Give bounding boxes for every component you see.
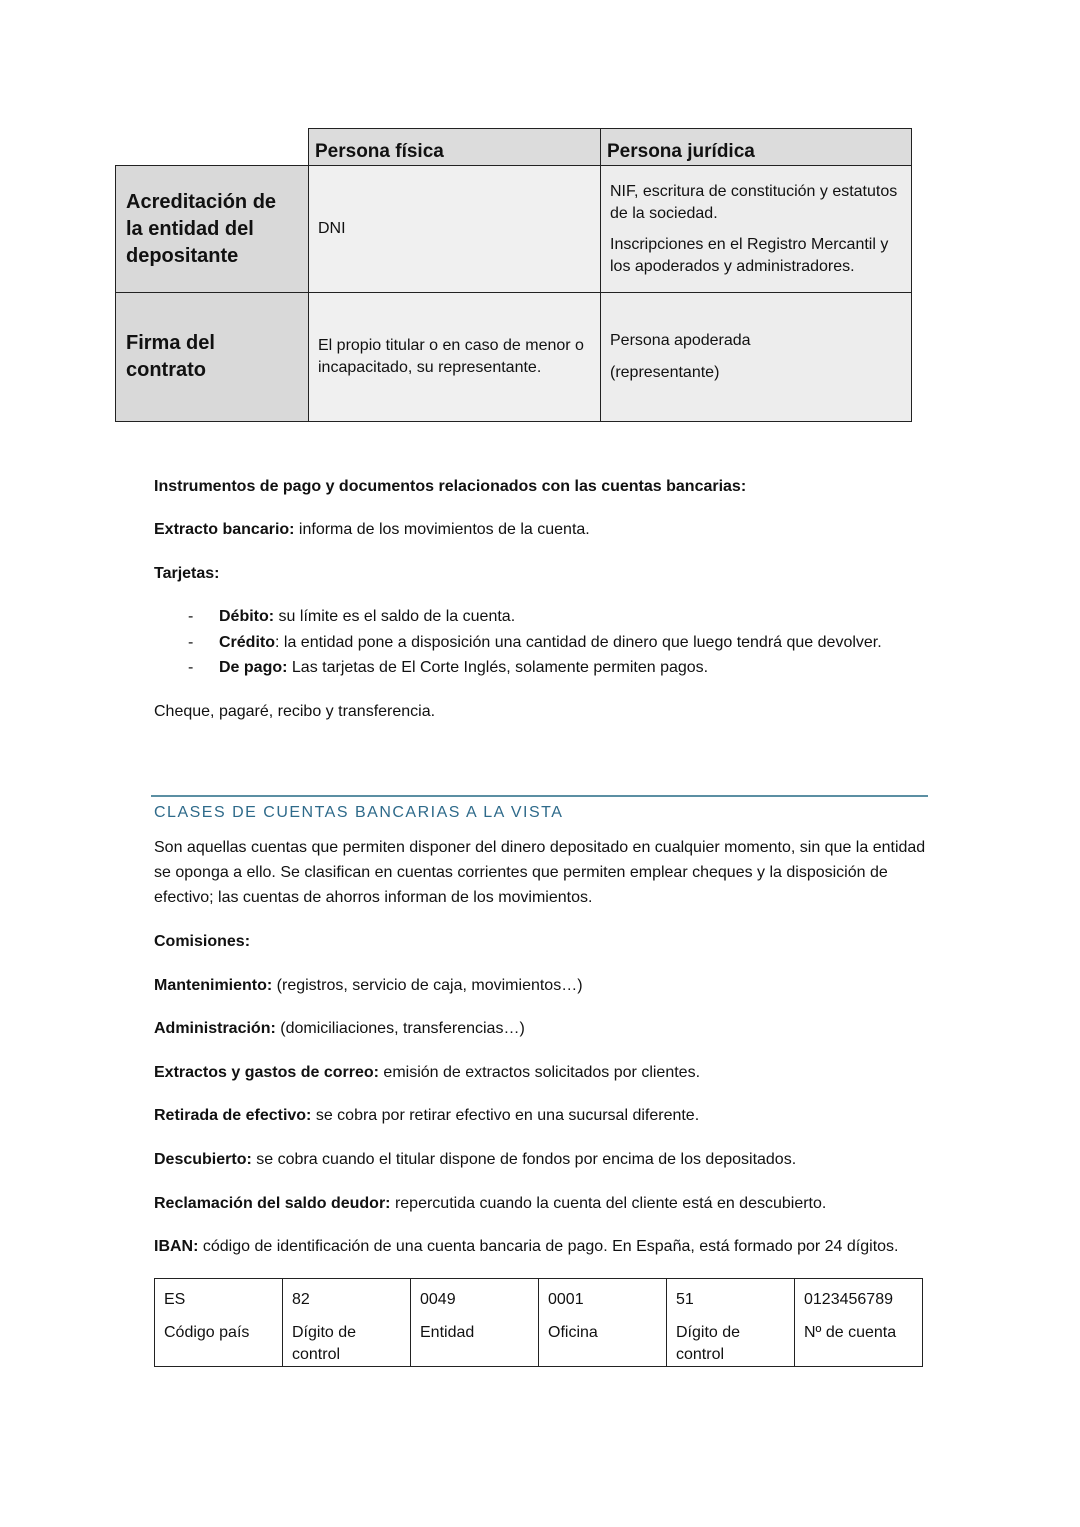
comision-item — [154, 1147, 796, 1172]
term: Descubierto: — [154, 1151, 252, 1168]
table-header-row — [115, 128, 914, 166]
term: Reclamación del saldo deudor: — [154, 1195, 391, 1212]
iban-values-row — [155, 1279, 923, 1312]
iban-value: 0123456789 — [795, 1279, 923, 1312]
row-label: Firma del contrato — [115, 292, 309, 422]
iban-label: Entidad — [411, 1312, 539, 1367]
definition: emisión de extractos solicitados por clientes. — [378, 1064, 701, 1081]
definition: repercutida cuando la cuenta del cliente está en descubierto. — [390, 1195, 827, 1212]
iban-value: 0001 — [539, 1279, 667, 1312]
table-header-empty — [115, 128, 309, 166]
comision-item — [154, 1060, 700, 1085]
iban-value: 82 — [283, 1279, 411, 1312]
cell-fisica: El propio titular o en caso de menor o incapacitado, su representante. — [308, 292, 601, 422]
iban-labels-row — [155, 1312, 923, 1367]
definition: su límite es el saldo de la cuenta. — [274, 608, 516, 625]
iban-label: Código país — [155, 1312, 283, 1367]
term: Retirada de efectivo: — [154, 1107, 312, 1124]
definition: Las tarjetas de El Corte Inglés, solamente permiten pagos. — [287, 659, 709, 676]
term: Extractos y gastos de correo: — [154, 1064, 379, 1081]
header-persona-juridica: Persona jurídica — [600, 128, 912, 166]
section-title: CLASES DE CUENTAS BANCARIAS A LA VISTA — [154, 804, 564, 821]
definition: (registros, servicio de caja, movimientos…) — [272, 977, 583, 994]
table-row — [115, 293, 914, 422]
cell-juridica — [600, 165, 912, 293]
term: Administración: — [154, 1020, 276, 1037]
dash-bullet: - — [188, 608, 194, 625]
header-persona-fisica: Persona física — [308, 128, 601, 166]
term: Mantenimiento: — [154, 977, 273, 994]
term: De pago: — [219, 659, 288, 676]
cell-fisica: DNI — [308, 165, 601, 293]
iban-label: Nº de cuenta — [795, 1312, 923, 1367]
definition: código de identificación de una cuenta bancaria de pago. En España, está formado por 24 dígitos. — [198, 1238, 899, 1255]
comision-item — [154, 1191, 826, 1216]
term: Crédito — [219, 634, 275, 651]
cell-text: Persona apoderada — [610, 332, 751, 349]
iban-value: 51 — [667, 1279, 795, 1312]
section-divider — [151, 795, 928, 797]
cell-text: (representante) — [610, 364, 720, 381]
iban-label: Dígito de control — [283, 1312, 411, 1367]
comision-item — [154, 1103, 699, 1128]
term: IBAN: — [154, 1238, 199, 1255]
row-label: Acreditación de la entidad del depositante — [115, 165, 309, 293]
depositor-comparison-table — [115, 128, 914, 422]
definition: informa de los movimientos de la cuenta. — [294, 521, 590, 538]
section-intro: Son aquellas cuentas que permiten disponer del dinero depositado en cualquier momento, sin que la entidad se oponga a ello. Se clasifican en cuentas corrientes que permiten emplear cheques y la disposición de efectivo; las cuentas de ahorros informan de los movimientos. — [154, 839, 926, 906]
extracto-item — [154, 517, 590, 542]
dash-bullet: - — [188, 659, 194, 676]
comision-item — [154, 1016, 525, 1041]
definition: : la entidad pone a disposición una cantidad de dinero que luego tendrá que devolver. — [275, 634, 882, 651]
cell-juridica — [600, 292, 912, 422]
dash-bullet: - — [188, 634, 194, 651]
iban-value: ES — [155, 1279, 283, 1312]
comision-item — [154, 973, 583, 998]
tarjetas-label: Tarjetas: — [154, 565, 220, 582]
iban-label: Oficina — [539, 1312, 667, 1367]
other-instruments: Cheque, pagaré, recibo y transferencia. — [154, 703, 436, 720]
term: Extracto bancario: — [154, 521, 295, 538]
list-item — [188, 630, 882, 655]
definition: (domiciliaciones, transferencias…) — [275, 1020, 525, 1037]
iban-definition — [154, 1234, 898, 1259]
iban-value: 0049 — [411, 1279, 539, 1312]
cell-text: Inscripciones en el Registro Mercantil y los apoderados y administradores. — [610, 235, 889, 275]
list-item — [188, 604, 515, 629]
instruments-heading: Instrumentos de pago y documentos relacionados con las cuentas bancarias: — [154, 478, 747, 495]
iban-label: Dígito de control — [667, 1312, 795, 1367]
cell-text: NIF, escritura de constitución y estatutos de la sociedad. — [610, 182, 898, 222]
definition: se cobra por retirar efectivo en una sucursal diferente. — [311, 1107, 700, 1124]
table-row — [115, 166, 914, 293]
list-item — [188, 655, 708, 680]
comisiones-label: Comisiones: — [154, 933, 251, 950]
term: Débito: — [219, 608, 275, 625]
iban-structure-table — [154, 1278, 923, 1367]
definition: se cobra cuando el titular dispone de fondos por encima de los depositados. — [251, 1151, 797, 1168]
